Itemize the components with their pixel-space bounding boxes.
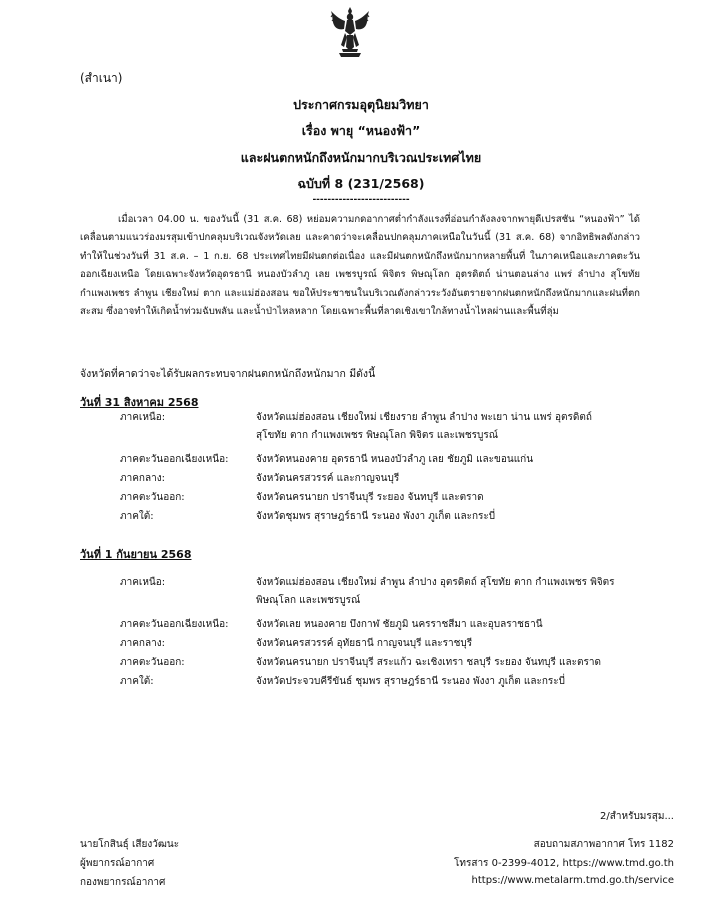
day-title: วันที่ 31 สิงหาคม 2568 — [80, 396, 199, 409]
region-name: ภาคกลาง: — [120, 473, 165, 484]
region-name: ภาคเหนือ: — [120, 412, 166, 423]
region-provinces: จังหวัดนครนายก ปราจีนบุรี ระยอง จันทบุรี และตราด — [256, 492, 484, 503]
affected-intro: จังหวัดที่คาดว่าจะได้รับผลกระทบจากฝนตกหนักถึงหนักมาก มีดังนี้ — [80, 368, 376, 380]
region-provinces: จังหวัดนครสวรรค์ และกาญจนบุรี — [256, 473, 400, 484]
region-provinces — [256, 574, 656, 610]
region-provinces: จังหวัดเลย หนองคาย บึงกาฬ ชัยภูมิ นครราชสีมา และอุบลราชธานี — [256, 619, 543, 630]
body-paragraph: เมื่อเวลา 04.00 น. ของวันนี้ (31 ส.ค. 68) หย่อมความกดอากาศต่ำกำลังแรงที่อ่อนกำลังลงจากพายุดีเปรสชัน “หนองฟ้า” ได้เคลื่อนตามแนวร่องมรสุมเข้าปกคลุมบริเวณจังหวัดเลย และคาดว่าจะเคลื่อนปกคลุมภาคเหนือในวันนี้ (31 ส.ค. 68) จากอิทธิพลดังกล่าว ทำให้ในช่วงวันที่ 31 ส.ค. – 1 ก.ย. 68 ประเทศไทยมีฝนตกต่อเนื่อง และมีฝนตกหนักถึงหนักมากหลายพื้นที่ ในภาคเหนือและภาคตะวันออกเฉียงเหนือ โดยเฉพาะจังหวัดอุดรธานี หนองบัวลำภู เลย เพชรบูรณ์ พิจิตร พิษณุโลก อุตรดิตถ์ น่านตอนล่าง แพร่ ลำปาง สุโขทัย กำแพงเพชร ลำพูน เชียงใหม่ ตาก และแม่ฮ่องสอน ขอให้ประชาชนในบริเวณดังกล่าวระวังอันตรายจากฝนตกหนักถึงหนักมากและฝนที่ตกสะสม ซึ่งอาจทำให้เกิดน้ำท่วมฉับพลัน และน้ำป่าไหลหลาก โดยเฉพาะพื้นที่ลาดเชิงเขาใกล้ทางน้ำไหลผ่านและพื้นที่ลุ่ม — [80, 214, 640, 318]
province-line: พิษณุโลก และเพชรบูรณ์ — [256, 595, 361, 606]
contact-phone: สอบถามสภาพอากาศ โทร 1182 — [533, 839, 674, 850]
day-title: วันที่ 1 กันยายน 2568 — [80, 548, 192, 561]
subtitle-line: และฝนตกหนักถึงหนักมากบริเวณประเทศไทย — [240, 150, 482, 165]
signer-name: นายโกสินธุ์ เสียงวัฒนะ — [80, 839, 180, 850]
region-name: ภาคใต้: — [120, 511, 154, 522]
header-separator: -------------------------- — [312, 195, 410, 205]
region-name: ภาคเหนือ: — [120, 577, 166, 588]
contact-service-link[interactable]: https://www.metalarm.tmd.go.th/service — [471, 875, 674, 886]
issue-number: ฉบับที่ 8 (231/2568) — [297, 176, 425, 191]
copy-mark: (สำเนา) — [80, 71, 123, 85]
garuda-emblem-icon — [329, 5, 371, 59]
province-line: จังหวัดแม่ฮ่องสอน เชียงใหม่ เชียงราย ลำพูน ลำปาง พะเยา น่าน แพร่ อุตรดิตถ์ — [256, 412, 592, 423]
signer-department: กองพยากรณ์อากาศ — [80, 877, 166, 888]
region-name: ภาคกลาง: — [120, 638, 165, 649]
region-name: ภาคตะวันออก: — [120, 657, 185, 668]
contact-fax-website: โทรสาร 0-2399-4012, https://www.tmd.go.th — [454, 858, 674, 869]
region-provinces: จังหวัดชุมพร สุราษฎร์ธานี ระนอง พังงา ภูเก็ต และกระบี่ — [256, 511, 496, 522]
agency-title: ประกาศกรมอุตุนิยมวิทยา — [293, 97, 429, 112]
signer-role: ผู้พยากรณ์อากาศ — [80, 858, 155, 869]
region-provinces: จังหวัดนครสวรรค์ อุทัยธานี กาญจนบุรี และราชบุรี — [256, 638, 473, 649]
region-provinces: จังหวัดนครนายก ปราจีนบุรี สระแก้ว ฉะเชิงเทรา ชลบุรี ระยอง จันทบุรี และตราด — [256, 657, 601, 668]
region-provinces: จังหวัดหนองคาย อุดรธานี หนองบัวลำภู เลย ชัยภูมิ และขอนแก่น — [256, 454, 534, 465]
region-name: ภาคตะวันออกเฉียงเหนือ: — [120, 454, 229, 465]
region-provinces — [256, 409, 656, 445]
region-provinces: จังหวัดประจวบคีรีขันธ์ ชุมพร สุราษฎร์ธานี ระนอง พังงา ภูเก็ต และกระบี่ — [256, 676, 566, 687]
region-name: ภาคตะวันออกเฉียงเหนือ: — [120, 619, 229, 630]
province-line: จังหวัดแม่ฮ่องสอน เชียงใหม่ ลำพูน ลำปาง อุตรดิตถ์ สุโขทัย ตาก กำแพงเพชร พิจิตร — [256, 577, 615, 588]
region-name: ภาคตะวันออก: — [120, 492, 185, 503]
province-line: สุโขทัย ตาก กำแพงเพชร พิษณุโลก พิจิตร และเพชรบูรณ์ — [256, 430, 499, 441]
continuation-note: 2/สำหรับมรสุม... — [600, 811, 674, 822]
region-name: ภาคใต้: — [120, 676, 154, 687]
subject-line: เรื่อง พายุ “หนองฟ้า” — [301, 123, 421, 138]
